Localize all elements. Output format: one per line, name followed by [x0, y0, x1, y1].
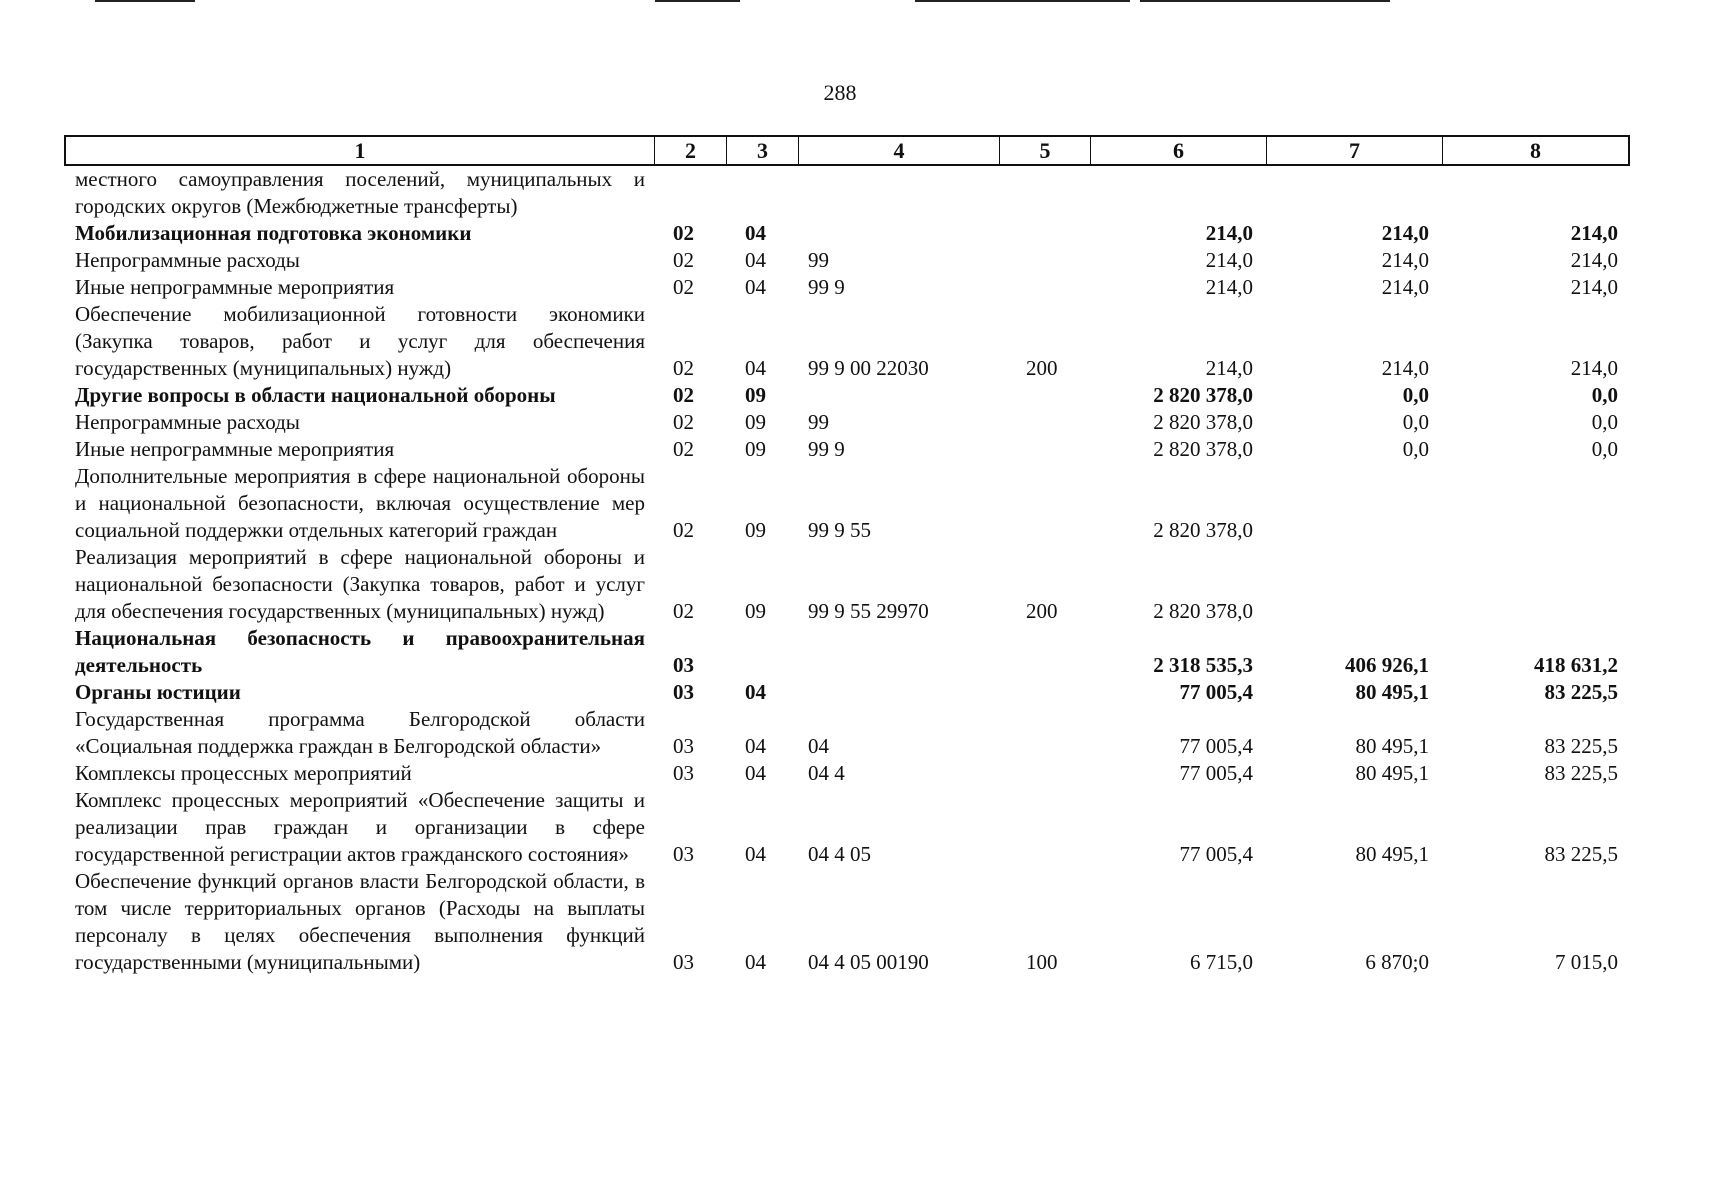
row-expense-type: 200 — [1026, 356, 1058, 380]
row-amount-col8: 418 631,2 — [1534, 653, 1618, 677]
row-amount-col6: 77 005,4 — [1179, 734, 1253, 758]
scan-artifact-line — [95, 0, 195, 2]
row-amount-col8: 0,0 — [1591, 410, 1618, 434]
row-subsection-code: 04 — [745, 680, 766, 704]
row-amount-col6: 2 820 378,0 — [1153, 599, 1253, 623]
scan-artifact-line — [1140, 0, 1390, 2]
row-description: Реализация мероприятий в сфере национальной обороны и национальной безопасности (Закупка товаров, работ и услуг для обеспечения государственных (муниципальных) нужд) — [75, 545, 645, 623]
row-section-code: 02 — [673, 599, 694, 623]
row-expense-type — [998, 706, 1089, 760]
row-section-code: 02 — [673, 383, 694, 407]
header-col-4: 4 — [799, 137, 1000, 165]
row-description: Комплекс процессных мероприятий «Обеспечение защиты и реализации прав граждан и организации в сфере государственной регистрации актов гражданского состояния» — [75, 788, 645, 866]
header-col-1: 1 — [66, 137, 655, 165]
row-description: Обеспечение функций органов власти Белгородской области, в том числе территориальных органов (Расходы на выплаты персоналу в целях обеспечения выполнения функций государственными (муниципальными) — [75, 869, 645, 974]
header-col-3: 3 — [727, 137, 799, 165]
row-amount-col7: 0,0 — [1402, 383, 1429, 407]
row-subsection-code: 09 — [745, 599, 766, 623]
row-description: Комплексы процессных мероприятий — [75, 761, 412, 785]
row-amount-col7 — [1265, 463, 1441, 544]
row-amount-col6: 214,0 — [1205, 275, 1253, 299]
row-section-code: 03 — [673, 734, 694, 758]
row-expense-type — [998, 409, 1089, 436]
table-row — [64, 301, 1630, 382]
row-section-code: 03 — [673, 950, 694, 974]
row-target-article: 99 9 00 22030 — [808, 356, 929, 380]
row-section-code: 02 — [673, 437, 694, 461]
row-description: Государственная программа Белгородской области «Социальная поддержка граждан в Белгородской области» — [75, 707, 645, 758]
row-subsection-code: 04 — [745, 221, 766, 245]
row-expense-type — [998, 760, 1089, 787]
row-target-article: 99 — [808, 410, 829, 434]
row-amount-col6: 2 820 378,0 — [1153, 518, 1253, 542]
row-amount-col6: 214,0 — [1205, 221, 1253, 245]
row-expense-type — [998, 625, 1089, 679]
table-row — [64, 166, 1630, 220]
row-subsection-code — [725, 625, 797, 679]
row-amount-col7: 214,0 — [1381, 248, 1429, 272]
row-subsection-code: 04 — [745, 734, 766, 758]
row-target-article — [797, 166, 998, 220]
row-target-article — [797, 625, 998, 679]
row-amount-col7: 214,0 — [1381, 356, 1429, 380]
row-amount-col8 — [1441, 463, 1630, 544]
row-expense-type: 200 — [1026, 599, 1058, 623]
row-amount-col8: 214,0 — [1570, 248, 1618, 272]
table-row — [64, 544, 1630, 625]
table-body — [64, 166, 1630, 976]
row-target-article: 04 4 — [808, 761, 845, 785]
row-amount-col6: 214,0 — [1205, 356, 1253, 380]
row-target-article: 99 — [808, 248, 829, 272]
row-subsection-code: 04 — [745, 950, 766, 974]
row-amount-col8: 83 225,5 — [1544, 680, 1618, 704]
row-expense-type — [998, 463, 1089, 544]
table-row — [64, 706, 1630, 760]
row-subsection-code: 09 — [745, 518, 766, 542]
row-amount-col8: 214,0 — [1570, 356, 1618, 380]
row-expense-type — [998, 166, 1089, 220]
row-section-code: 03 — [673, 680, 694, 704]
table-row — [64, 382, 1630, 409]
row-amount-col8: 83 225,5 — [1544, 734, 1618, 758]
row-section-code: 02 — [673, 221, 694, 245]
table-row — [64, 274, 1630, 301]
row-amount-col7: 80 495,1 — [1355, 842, 1429, 866]
table-row — [64, 409, 1630, 436]
row-amount-col8: 0,0 — [1591, 383, 1618, 407]
row-description: Другие вопросы в области национальной обороны — [75, 383, 556, 407]
row-amount-col7: 80 495,1 — [1355, 734, 1429, 758]
row-amount-col7: 0,0 — [1402, 437, 1429, 461]
row-amount-col7: 6 870;0 — [1365, 950, 1429, 974]
table-row — [64, 436, 1630, 463]
row-target-article — [797, 382, 998, 409]
row-target-article: 99 9 55 — [808, 518, 871, 542]
row-target-article: 04 4 05 — [808, 842, 871, 866]
row-amount-col7: 80 495,1 — [1355, 761, 1429, 785]
row-amount-col8 — [1441, 166, 1630, 220]
table-row — [64, 463, 1630, 544]
row-subsection-code: 09 — [745, 383, 766, 407]
row-expense-type — [998, 679, 1089, 706]
row-amount-col6: 77 005,4 — [1179, 842, 1253, 866]
row-target-article: 99 9 — [808, 275, 845, 299]
row-description: Обеспечение мобилизационной готовности экономики (Закупка товаров, работ и услуг для обеспечения государственных (муниципальных) нужд) — [75, 302, 645, 380]
row-section-code: 02 — [673, 410, 694, 434]
scan-artifact-line — [655, 0, 740, 2]
table-row — [64, 760, 1630, 787]
table-row — [64, 787, 1630, 868]
row-amount-col6: 214,0 — [1205, 248, 1253, 272]
row-amount-col7: 406 926,1 — [1345, 653, 1429, 677]
row-expense-type: 100 — [1026, 950, 1058, 974]
row-description: Дополнительные мероприятия в сфере национальной обороны и национальной безопасности, включая осуществление мер социальной поддержки отдельных категорий граждан — [75, 464, 645, 542]
row-expense-type — [998, 382, 1089, 409]
row-subsection-code — [725, 166, 797, 220]
row-amount-col8 — [1441, 544, 1630, 625]
scan-artifact-line — [915, 0, 1130, 2]
row-subsection-code: 09 — [745, 437, 766, 461]
table-row — [64, 868, 1630, 976]
row-subsection-code: 04 — [745, 761, 766, 785]
row-subsection-code: 04 — [745, 842, 766, 866]
row-amount-col8: 0,0 — [1591, 437, 1618, 461]
table-row — [64, 220, 1630, 247]
row-target-article: 04 — [808, 734, 829, 758]
row-section-code: 03 — [673, 842, 694, 866]
row-target-article — [797, 220, 998, 247]
table-header — [64, 135, 1630, 166]
row-amount-col6: 77 005,4 — [1179, 680, 1253, 704]
row-section-code: 02 — [673, 248, 694, 272]
row-amount-col7: 80 495,1 — [1355, 680, 1429, 704]
row-amount-col7: 214,0 — [1381, 221, 1429, 245]
row-expense-type — [998, 436, 1089, 463]
row-amount-col8: 83 225,5 — [1544, 761, 1618, 785]
row-description: местного самоуправления поселений, муниципальных и городских округов (Межбюджетные трансферты) — [75, 167, 645, 218]
row-amount-col6: 2 820 378,0 — [1153, 437, 1253, 461]
row-target-article — [797, 679, 998, 706]
row-amount-col8: 214,0 — [1570, 221, 1618, 245]
row-expense-type — [998, 787, 1089, 868]
row-section-code: 03 — [673, 653, 694, 677]
row-section-code: 02 — [673, 518, 694, 542]
row-amount-col7: 0,0 — [1402, 410, 1429, 434]
row-expense-type — [998, 247, 1089, 274]
row-section-code: 03 — [673, 761, 694, 785]
row-subsection-code: 04 — [745, 248, 766, 272]
header-col-8: 8 — [1530, 138, 1541, 163]
row-amount-col7: 214,0 — [1381, 275, 1429, 299]
row-amount-col7 — [1265, 544, 1441, 625]
row-section-code — [653, 166, 725, 220]
table-row — [64, 625, 1630, 679]
header-col-5: 5 — [1000, 137, 1091, 165]
row-expense-type — [998, 274, 1089, 301]
row-amount-col6 — [1089, 166, 1265, 220]
row-amount-col8: 214,0 — [1570, 275, 1618, 299]
row-amount-col8: 83 225,5 — [1544, 842, 1618, 866]
header-col-7: 7 — [1267, 137, 1443, 165]
header-col-6: 6 — [1091, 137, 1267, 165]
row-description: Национальная безопасность и правоохранительная деятельность — [75, 626, 645, 677]
row-section-code: 02 — [673, 275, 694, 299]
row-target-article: 99 9 55 29970 — [808, 599, 929, 623]
row-description: Иные непрограммные мероприятия — [75, 437, 395, 461]
row-description: Мобилизационная подготовка экономики — [75, 221, 472, 245]
page-number: 288 — [823, 80, 857, 105]
row-amount-col8: 7 015,0 — [1555, 950, 1618, 974]
row-description: Непрограммные расходы — [75, 248, 300, 272]
row-amount-col7 — [1265, 166, 1441, 220]
row-target-article: 99 9 — [808, 437, 845, 461]
row-amount-col6: 2 820 378,0 — [1153, 383, 1253, 407]
row-amount-col6: 2 820 378,0 — [1153, 410, 1253, 434]
row-amount-col6: 77 005,4 — [1179, 761, 1253, 785]
row-section-code: 02 — [673, 356, 694, 380]
row-subsection-code: 09 — [745, 410, 766, 434]
row-expense-type — [998, 220, 1089, 247]
row-description: Непрограммные расходы — [75, 410, 300, 434]
header-col-2: 2 — [655, 137, 727, 165]
row-description: Иные непрограммные мероприятия — [75, 275, 395, 299]
row-subsection-code: 04 — [745, 275, 766, 299]
row-amount-col6: 2 318 535,3 — [1153, 653, 1253, 677]
row-target-article: 04 4 05 00190 — [808, 950, 929, 974]
table-row — [64, 679, 1630, 706]
row-amount-col6: 6 715,0 — [1190, 950, 1253, 974]
row-subsection-code: 04 — [745, 356, 766, 380]
table-row — [64, 247, 1630, 274]
row-description: Органы юстиции — [75, 680, 241, 704]
